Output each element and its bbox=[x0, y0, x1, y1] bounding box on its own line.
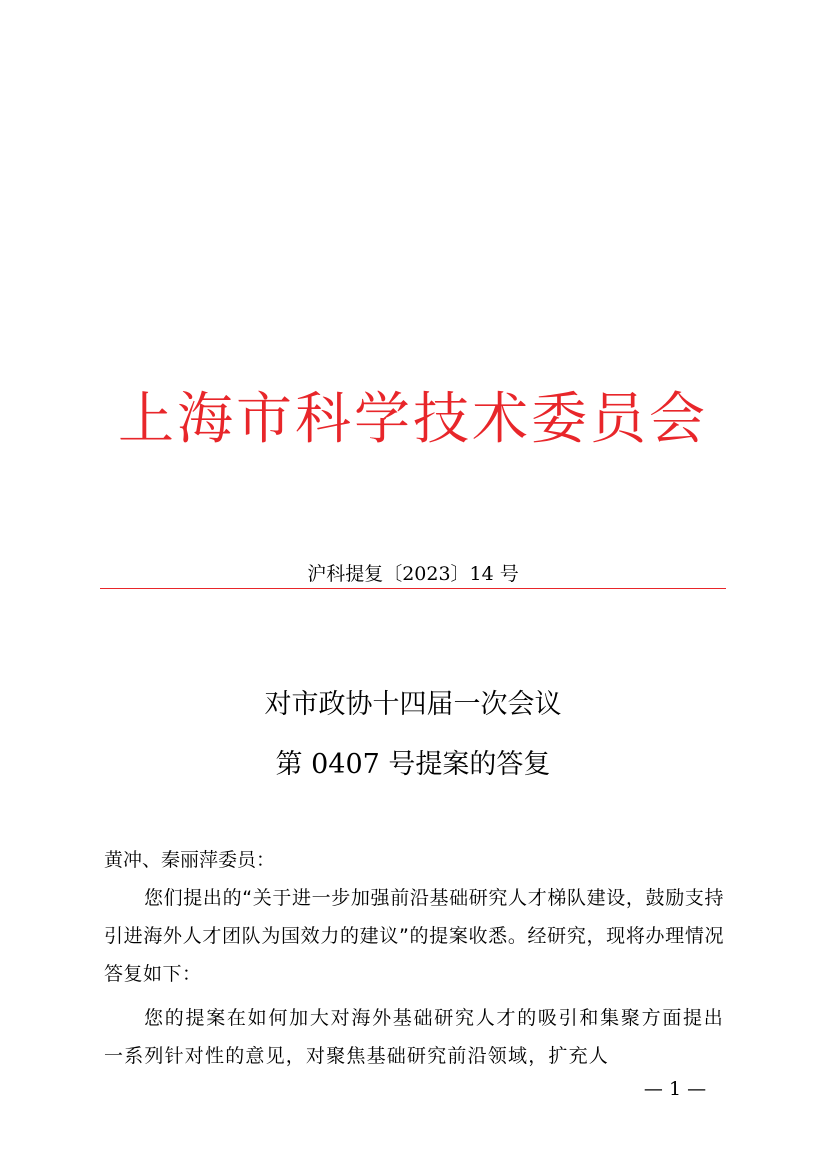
page-number: — 1 — bbox=[643, 1078, 707, 1100]
body-paragraph: 您的提案在如何加大对海外基础研究人才的吸引和集聚方面提出一系列针对性的意见，对聚焦基础研究前沿领域，扩充人 bbox=[104, 1007, 724, 1067]
document-title-line-1: 对市政协十四届一次会议 bbox=[264, 689, 562, 720]
body-paragraph: 您们提出的“关于进一步加强前沿基础研究人才梯队建设，鼓励支持引进海外人才团队为国效力的建议”的提案收悉。经研究，现将办理情况答复如下： bbox=[104, 887, 724, 985]
document-number: 沪科提复〔2023〕14 号 bbox=[307, 563, 519, 585]
organization-header: 上海市科学技术委员会 bbox=[118, 387, 708, 452]
salutation: 黄冲、秦丽萍委员： bbox=[104, 849, 276, 871]
document-title-line-2: 第 0407 号提案的答复 bbox=[275, 749, 551, 780]
red-divider-line bbox=[100, 588, 726, 589]
